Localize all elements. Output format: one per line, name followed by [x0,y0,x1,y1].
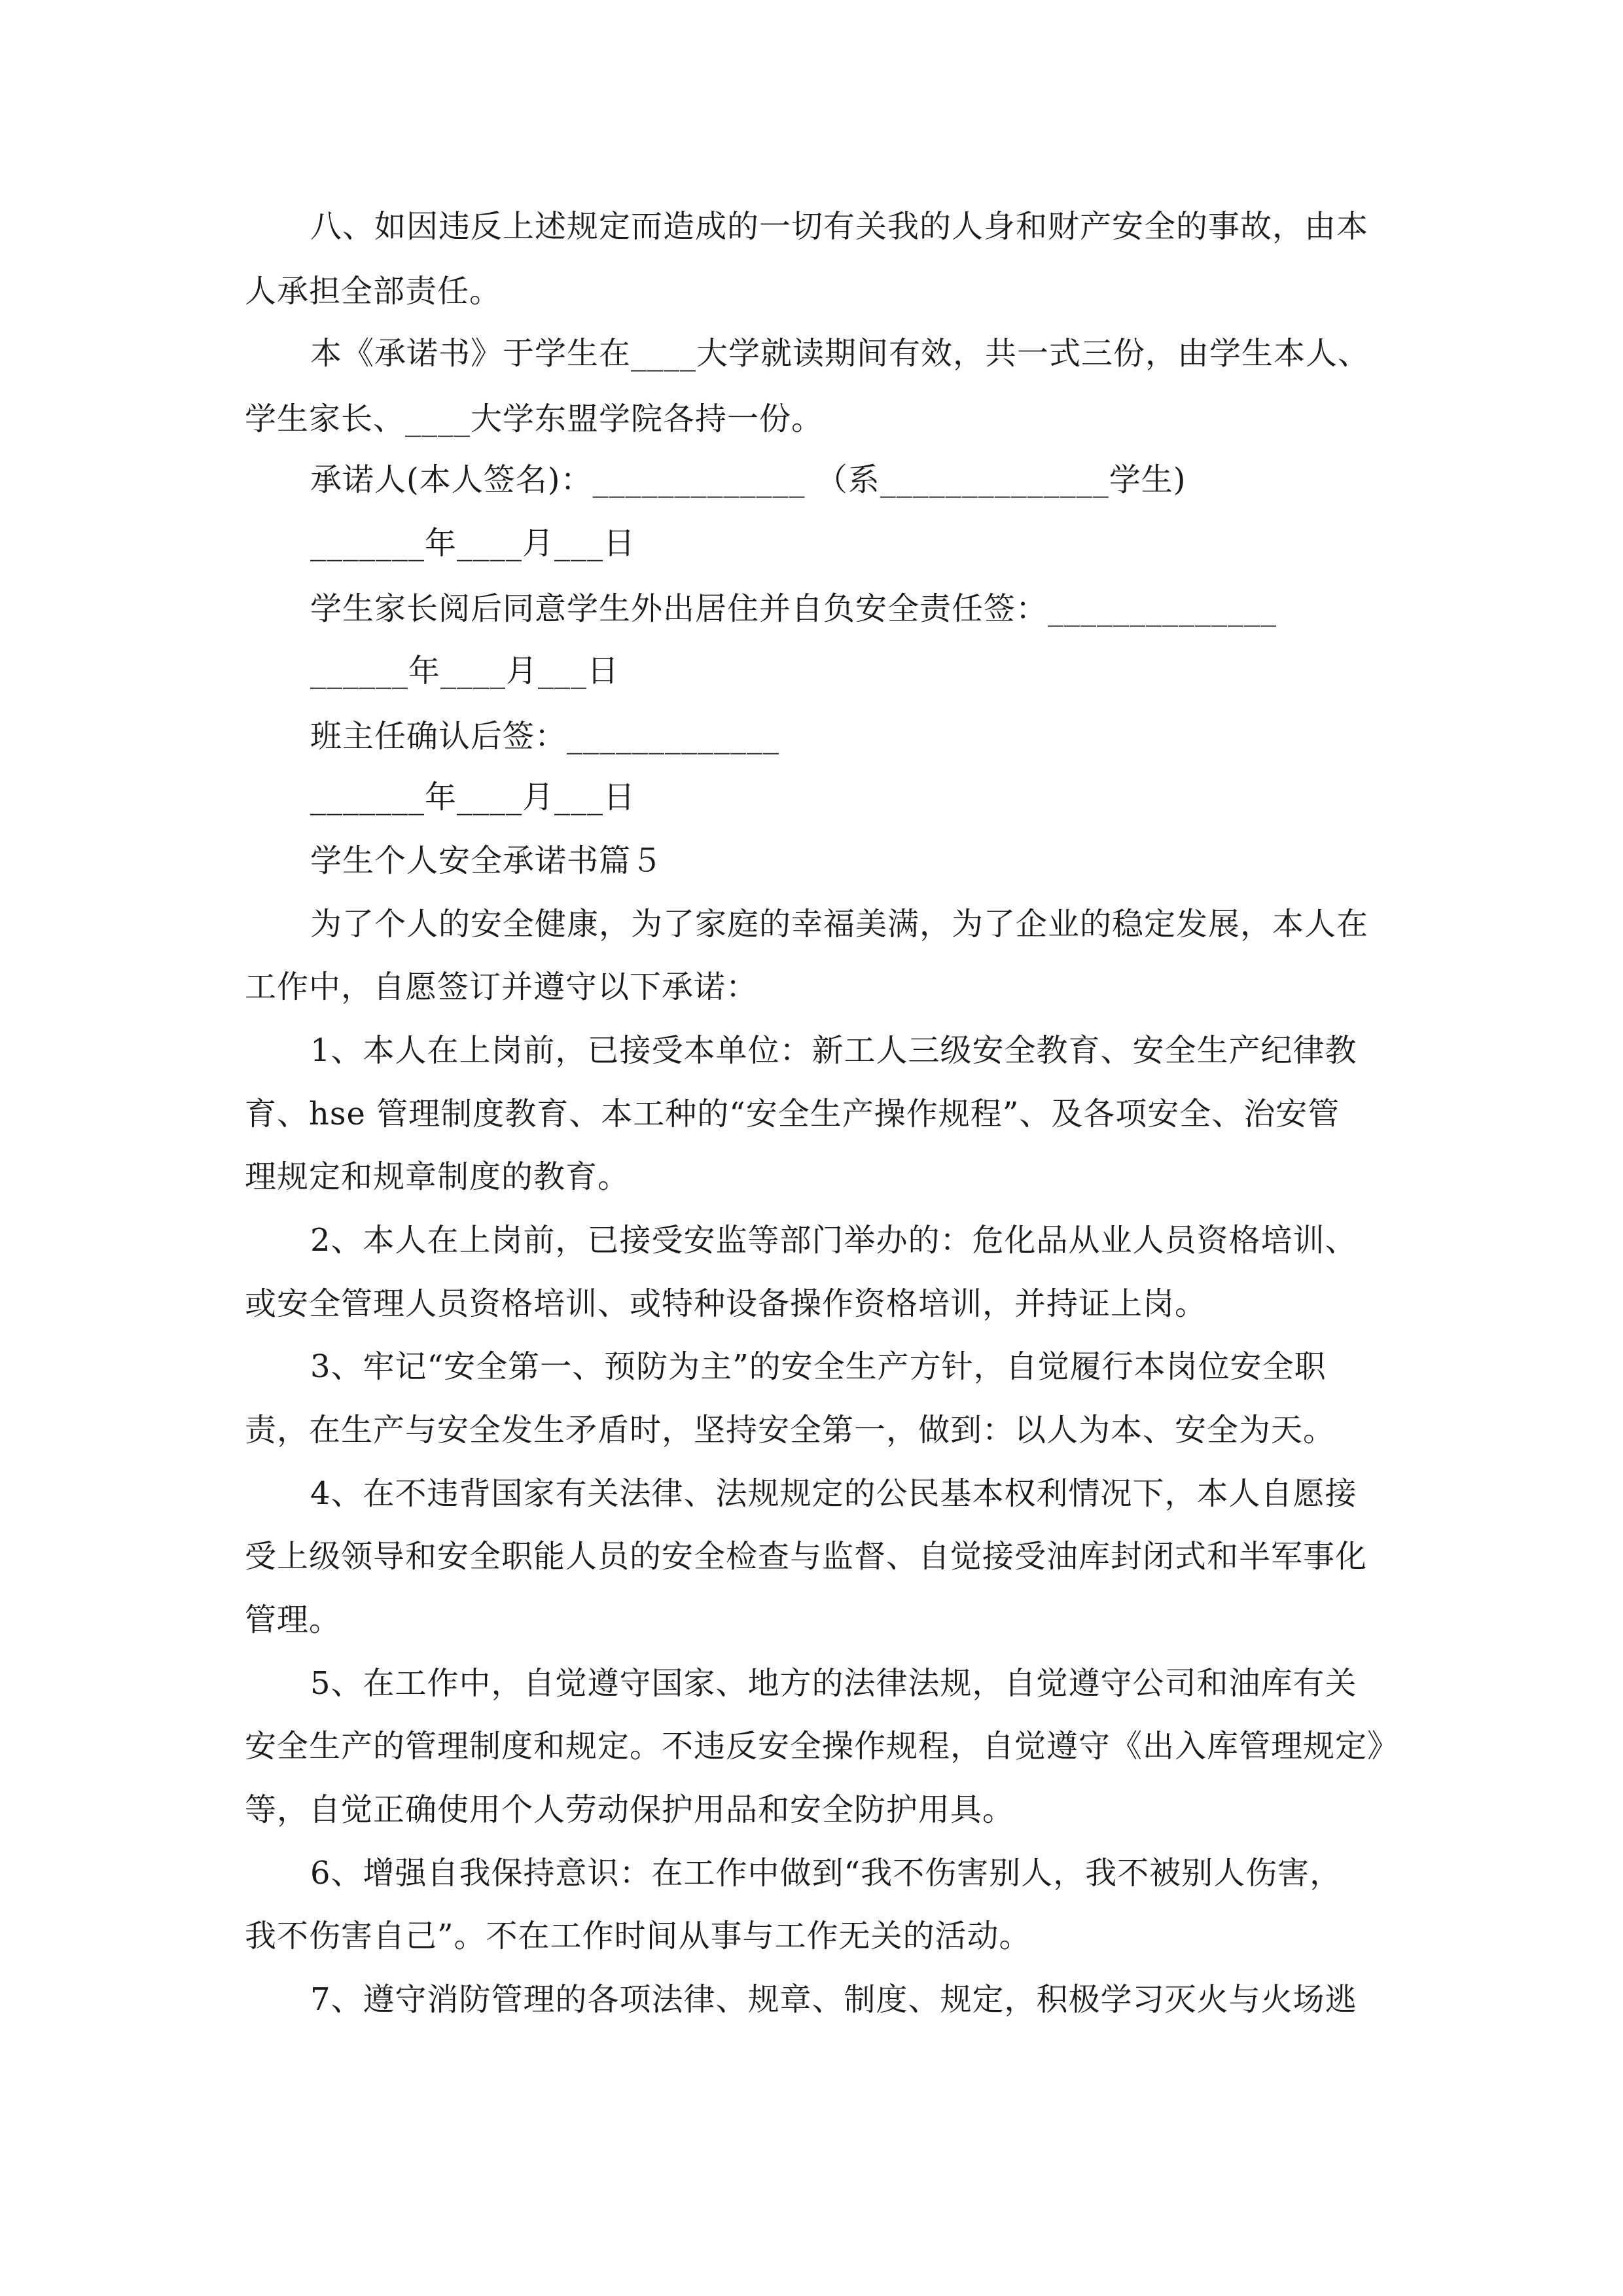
text-line: 本《承诺书》于学生在____大学就读期间有效，共一式三份，由学生本人、 [310,335,1370,372]
text-line: 责，在生产与安全发生矛盾时，坚持安全第一，做到：以人为本、安全为天。 [245,1412,1336,1448]
text-line: 管理。 [245,1602,342,1638]
text-line: 2、本人在上岗前，已接受安监等部门举办的：危化品从业人员资格培训、 [310,1222,1357,1259]
date-line: ______年____月___日 [310,653,620,689]
text-line: 工作中，自愿签订并遵守以下承诺： [245,969,758,1005]
text-line: 1、本人在上岗前，已接受本单位：新工人三级安全教育、安全生产纪律教 [310,1032,1357,1069]
text-line: 理规定和规章制度的教育。 [245,1158,630,1195]
text-line: 学生家长、____大学东盟学院各持一份。 [245,401,824,437]
signature-line: 承诺人(本人签名)：_____________ （系______________学生) [310,461,1186,498]
text-line: 我不伤害自己”。不在工作时间从事与工作无关的活动。 [245,1918,1031,1954]
signature-line: 学生家长阅后同意学生外出居住并自负安全责任签：______________ [310,590,1277,627]
text-line: 或安全管理人员资格培训、或特种设备操作资格培训，并持证上岗。 [245,1285,1207,1322]
date-line: _______年____月___日 [310,525,636,562]
text-line: 5、在工作中，自觉遵守国家、地方的法律法规，自觉遵守公司和油库有关 [310,1665,1357,1702]
text-line: 人承担全部责任。 [245,273,502,310]
text-line: 为了个人的安全健康，为了家庭的幸福美满，为了企业的稳定发展，本人在 [310,906,1369,942]
date-line: _______年____月___日 [310,779,636,816]
text-line: 受上级领导和安全职能人员的安全检查与监督、自觉接受油库封闭式和半军事化 [245,1538,1368,1575]
section-heading: 学生个人安全承诺书篇５ [310,842,664,879]
text-line: 7、遵守消防管理的各项法律、规章、制度、规定，积极学习灭火与火场逃 [310,1981,1357,2018]
text-line: 4、在不违背国家有关法律、法规规定的公民基本权利情况下，本人自愿接 [310,1475,1357,1512]
text-line: 育、hse 管理制度教育、本工种的“安全生产操作规程”、及各项安全、治安管 [245,1096,1340,1132]
text-line: 6、增强自我保持意识：在工作中做到“我不伤害别人，我不被别人伤害， [310,1855,1342,1892]
signature-line: 班主任确认后签：_____________ [310,718,780,755]
text-line: 3、牢记“安全第一、预防为主”的安全生产方针，自觉履行本岗位安全职 [310,1348,1327,1385]
text-line: 等，自觉正确使用个人劳动保护用品和安全防护用具。 [245,1791,1015,1828]
text-line: 安全生产的管理制度和规定。不违反安全操作规程，自觉遵守《出入库管理规定》 [245,1728,1400,1765]
text-line: 八、如因违反上述规定而造成的一切有关我的人身和财产安全的事故，由本 [310,208,1369,245]
